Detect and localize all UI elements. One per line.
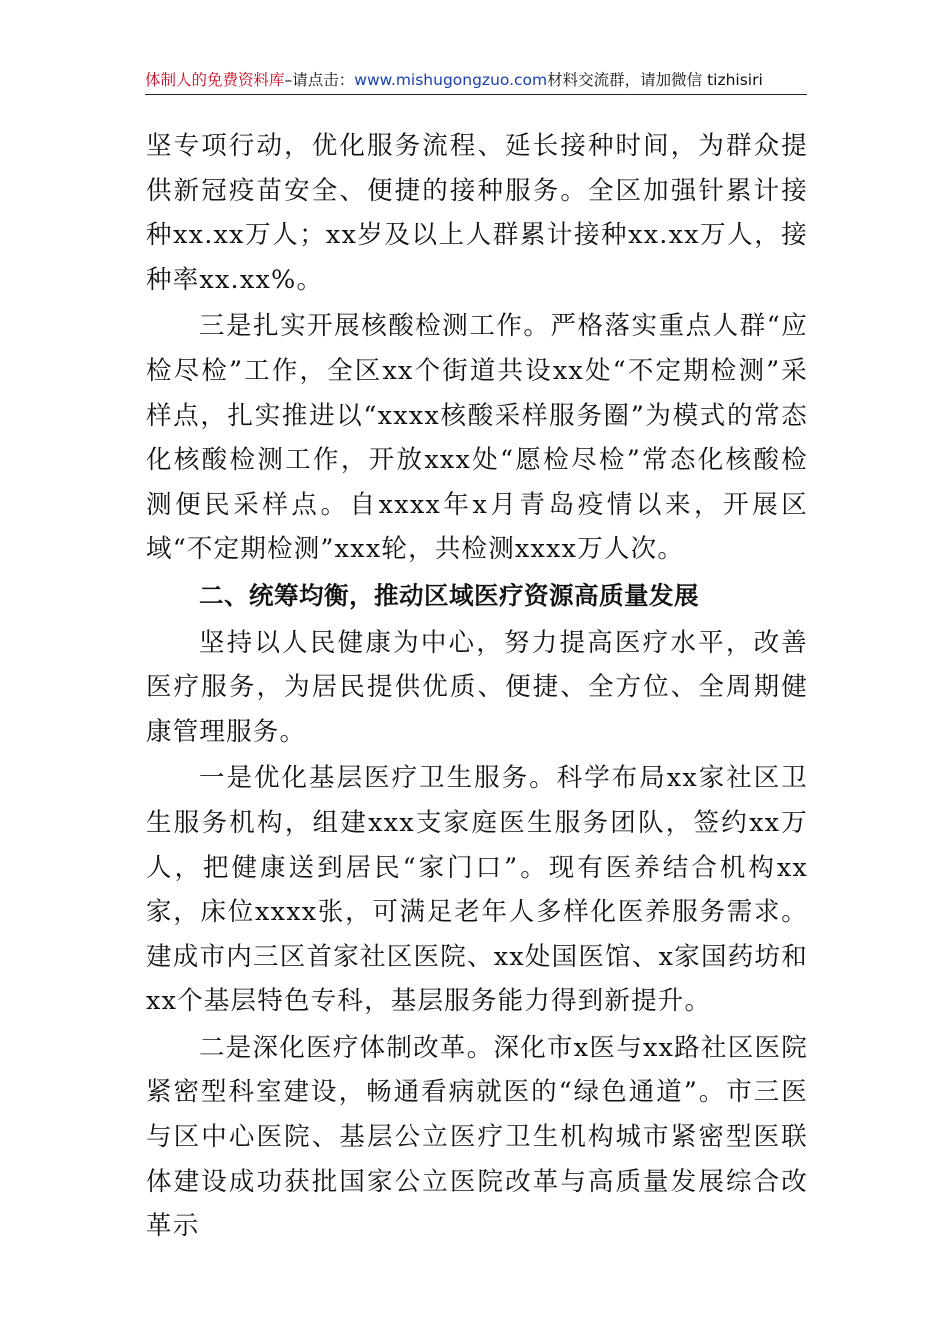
header-site-name: 体制人的免费资料库 (145, 71, 285, 89)
paragraph-nucleic-acid-testing: 三是扎实开展核酸检测工作。严格落实重点人群“应检尽检”工作，全区xx个街道共设xx处“不定期检测”采样点，扎实推进以“xxxx核酸采样服务圈”为模式的常态化核酸检测工作，开放xxx处“愿检尽检”常态化核酸检测便民采样点。自xxxx年x月青岛疫情以来，开展区域“不定期检测”xxx轮，共检测xxxx万人次。 (146, 311, 808, 565)
paragraph-section-intro: 坚持以人民健康为中心，努力提高医疗水平，改善医疗服务，为居民提供优质、便捷、全方位、全周期健康管理服务。 (146, 627, 808, 747)
header-click-prompt: –请点击： (284, 71, 355, 89)
paragraph-medical-reform: 二是深化医疗体制改革。深化市x医与xx路社区医院紧密型科室建设，畅通看病就医的“绿色通道”。市三医与区中心医院、基层公立医疗卫生机构城市紧密型医联体建设成功获批国家公立医院改革与高质量发展综合改革示 (146, 1032, 808, 1242)
header-url-link[interactable]: www.mishugongzuo.com (354, 71, 548, 89)
page-header (145, 68, 807, 95)
paragraph-continued: 坚专项行动，优化服务流程、延长接种时间，为群众提供新冠疫苗安全、便捷的接种服务。全区加强针累计接种xx.xx万人；xx岁及以上人群累计接种xx.xx万人，接种率xx.xx%。 (146, 131, 808, 295)
document-body (146, 124, 808, 1251)
paragraph-grassroots-medical: 一是优化基层医疗卫生服务。科学布局xx家社区卫生服务机构，组建xxx支家庭医生服务团队，签约xx万人，把健康送到居民“家门口”。现有医养结合机构xx家，床位xxxx张，可满足老年人多样化医养服务需求。建成市内三区首家社区医院、xx处国医馆、x家国药坊和xx个基层特色专科，基层服务能力得到新提升。 (146, 763, 808, 1017)
section-heading: 二、统筹均衡，推动区域医疗资源高质量发展 (199, 580, 699, 610)
header-group-text: 材料交流群，请加微信 tizhisiri (547, 71, 763, 89)
